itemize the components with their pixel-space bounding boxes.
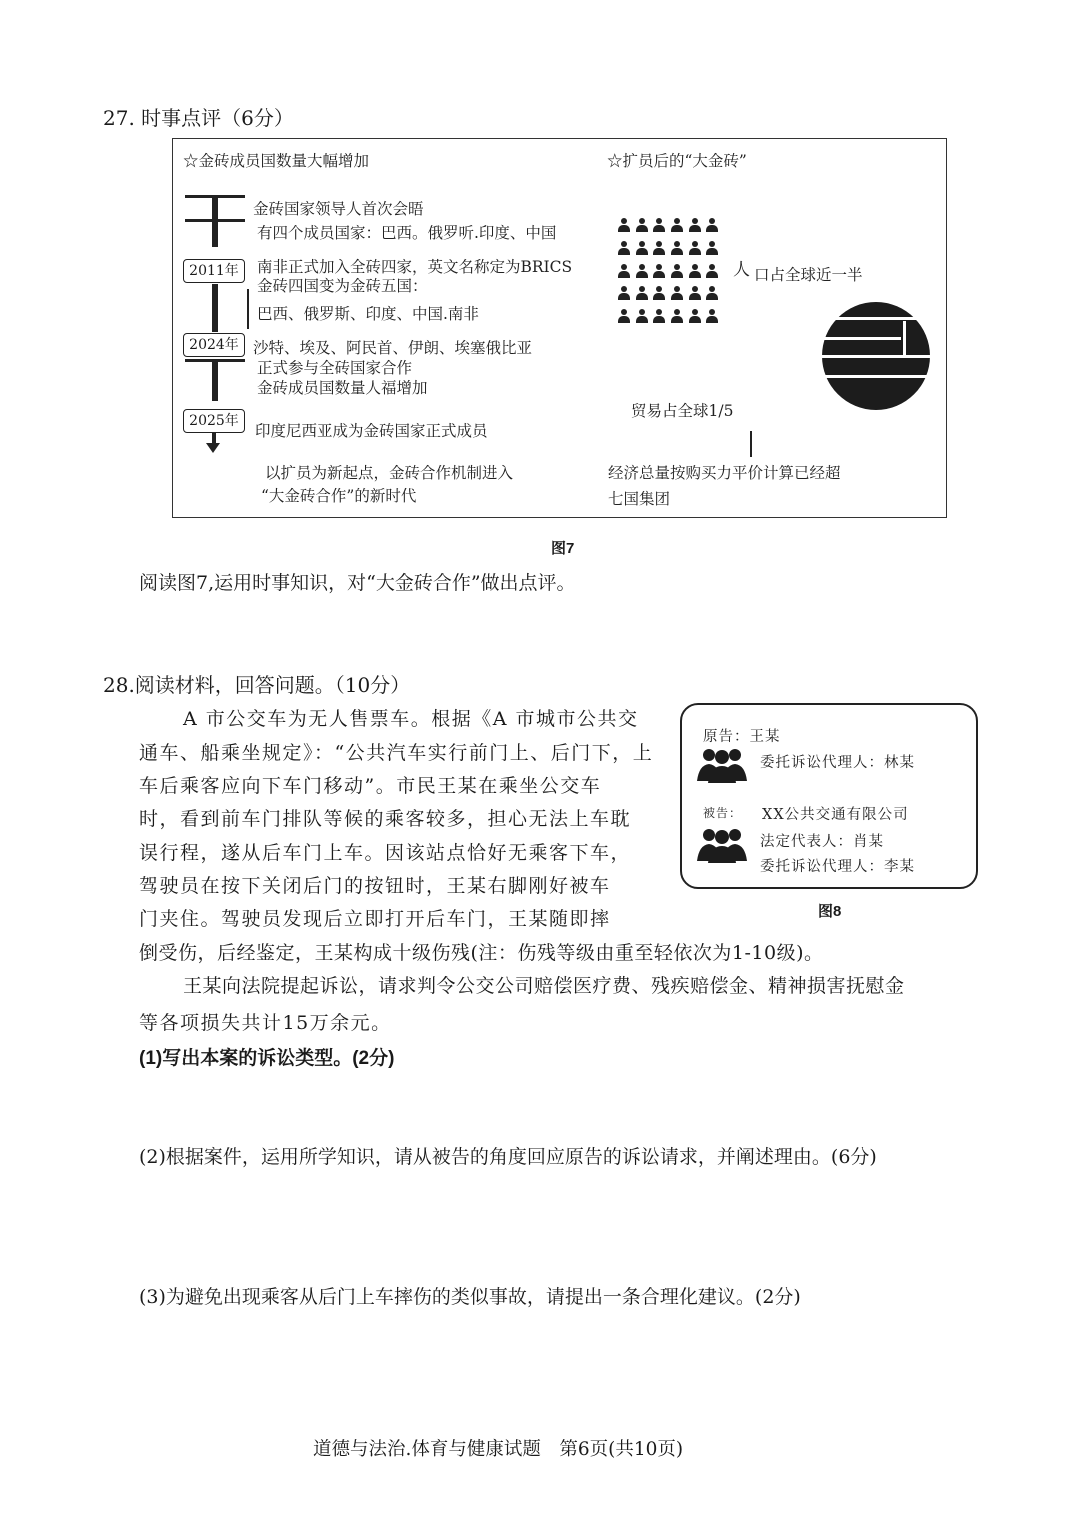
sub-question-2: (2)根据案件，运用所学知识，请从被告的角度回应原告的诉讼请求，并阐述理由。(6分): [139, 1146, 877, 1168]
person-icon: [651, 263, 669, 281]
material-line: 通车、船乘坐规定》：“公共汽车实行前门上、后门下，上: [139, 742, 654, 764]
person-icon: [616, 240, 634, 258]
person-icon: [704, 285, 722, 303]
trade-text: 贸易占全球1/5: [631, 402, 734, 420]
question-28-title: 28.阅读材料，回答问题。（10分）: [103, 673, 411, 697]
trade-pie-icon: [821, 301, 931, 411]
timeline-line: 有四个成员国家：巴西。俄罗听.印度、中国: [257, 224, 557, 242]
person-icon: [651, 308, 669, 326]
material-line: 倒受伤，后经鉴定，王某构成十级伤残(注：伤残等级由重至轻依次为1-10级)。: [139, 942, 824, 964]
material-line: 等各项损失共计15万余元。: [139, 1012, 392, 1034]
material-line: 门夹住。驾驶员发现后立即打开后车门，王某随即摔: [139, 908, 611, 930]
timeline-line: 正式参与全砖国家合作: [257, 359, 413, 377]
timeline-line: 印度尼西亚成为金砖国家正式成员: [255, 422, 488, 440]
plaintiff-label: 原告：王某: [703, 729, 781, 745]
person-icon: [634, 308, 652, 326]
material-line: 误行程，遂从后车门上车。因该站点恰好无乘客下车，: [139, 842, 632, 864]
defendant-name: XX公共交通有限公司: [762, 807, 909, 823]
population-icon-grid: [616, 217, 722, 329]
plaintiff-group-icon: [694, 745, 750, 783]
figure-7: [172, 138, 947, 518]
population-text: 口占全球近一半: [754, 266, 863, 284]
timeline-line: 金砖国家领导人首次会晤: [253, 200, 424, 218]
year-2024: 2024年: [183, 333, 245, 357]
question-27-instruction: 阅读图7,运用时事知识，对“大金砖合作”做出点评。: [139, 572, 576, 594]
legal-representative: 法定代表人：肖某: [760, 834, 884, 850]
material-line: 时，看到前车门排队等候的乘客较多，担心无法上车耽: [139, 808, 632, 830]
defendant-group-icon: [694, 825, 750, 863]
person-icon: [669, 263, 687, 281]
sub-question-1: (1)写出本案的诉讼类型。(2分): [139, 1048, 395, 1069]
person-icon: [616, 308, 634, 326]
figure-8-caption: 图8: [818, 903, 842, 920]
material-line: 驾驶员在按下关闭后门的按钮时，王某右脚刚好被车: [139, 875, 611, 897]
person-icon: [616, 217, 634, 235]
person-icon: [704, 240, 722, 258]
person-icon: [687, 240, 705, 258]
person-icon: [651, 285, 669, 303]
population-char: 人: [733, 260, 750, 280]
year-2025: 2025年: [183, 409, 245, 433]
left-heading: ☆金砖成员国数量大幅增加: [183, 152, 370, 170]
person-icon: [634, 285, 652, 303]
timeline-line: 南非正式加入全砖四家，英文名称定为BRICS: [257, 258, 573, 276]
year-2011: 2011年: [183, 259, 245, 283]
conclusion-line: “大金砖合作”的新时代: [261, 487, 417, 505]
person-icon: [704, 308, 722, 326]
page-footer: 道德与法治.体育与健康试题 第6页(共10页): [313, 1439, 684, 1460]
person-icon: [669, 217, 687, 235]
right-heading: ☆扩员后的“大金砖”: [607, 152, 747, 170]
plaintiff-agent: 委托诉讼代理人：林某: [760, 755, 915, 771]
person-icon: [634, 240, 652, 258]
person-icon: [634, 217, 652, 235]
timeline-stem: [212, 197, 218, 247]
figure-8: [680, 703, 978, 889]
person-icon: [616, 263, 634, 281]
person-icon: [634, 263, 652, 281]
defendant-label: 被告：: [703, 806, 743, 820]
person-icon: [616, 285, 634, 303]
timeline-bracket: [247, 289, 249, 329]
person-icon: [704, 217, 722, 235]
economy-line: 七国集团: [608, 490, 671, 508]
person-icon: [687, 285, 705, 303]
economy-line: 经济总量按购买力平价计算已经超: [608, 464, 841, 482]
person-icon: [704, 263, 722, 281]
defendant-agent: 委托诉讼代理人：李某: [760, 859, 915, 875]
sub-question-3: (3)为避免出现乘客从后门上车摔伤的类似事故，请提出一条合理化建议。(2分): [139, 1286, 801, 1308]
person-icon: [651, 240, 669, 258]
person-icon: [669, 240, 687, 258]
timeline-arrow-icon: [206, 443, 220, 453]
timeline-line: 巴西、俄罗斯、印度、中国.南非: [257, 305, 479, 323]
timeline-line: 金砖四国变为金砖五国：: [257, 277, 428, 295]
person-icon: [687, 308, 705, 326]
timeline-stem: [212, 284, 218, 332]
person-icon: [687, 217, 705, 235]
figure-7-caption: 图7: [551, 540, 575, 557]
person-icon: [687, 263, 705, 281]
timeline-line: 金砖成员国数量人福增加: [257, 379, 428, 397]
material-line: A 市公交车为无人售票车。根据《A 市城市公共交: [183, 708, 639, 730]
material-line: 车后乘客应向下车门移动”。市民王某在乘坐公交车: [139, 775, 602, 797]
person-icon: [669, 308, 687, 326]
conclusion-line: 以扩员为新起点，金砖合作机制进入: [265, 464, 514, 482]
material-line: 王某向法院提起诉讼，请求判令公交公司赔偿医疗费、残疾赔偿金、精神损害抚慰金: [183, 975, 905, 997]
timeline-stem: [212, 361, 218, 401]
connector-line: [750, 431, 752, 457]
timeline-line: 沙特、埃及、阿民首、伊朗、埃塞俄比亚: [253, 339, 533, 357]
question-27-title: 27. 时事点评（6分）: [103, 106, 294, 130]
person-icon: [669, 285, 687, 303]
person-icon: [651, 217, 669, 235]
